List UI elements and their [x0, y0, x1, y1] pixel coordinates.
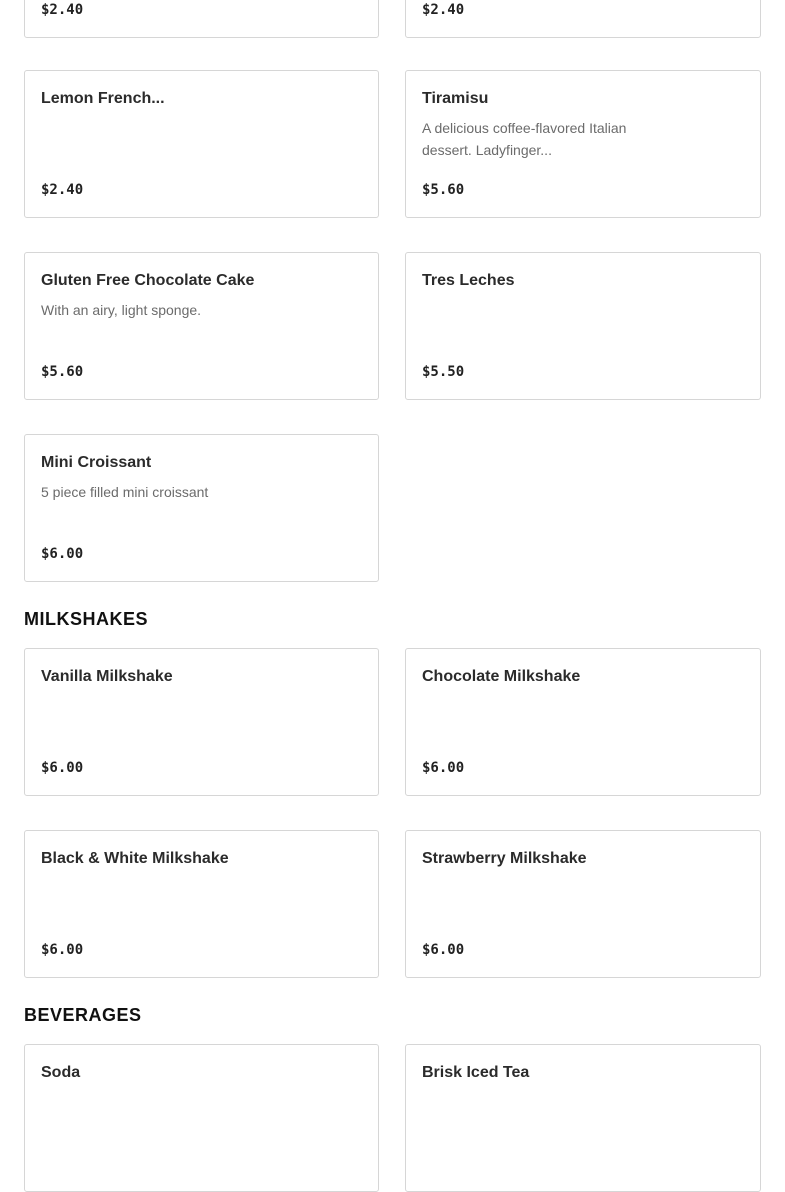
- item-name: Strawberry Milkshake: [422, 850, 587, 867]
- item-price: $6.00: [41, 760, 84, 776]
- section-title-milkshakes: MILKSHAKES: [24, 609, 149, 629]
- item-price: $6.00: [422, 942, 465, 958]
- menu-item-card[interactable]: [405, 648, 761, 796]
- menu-item-card[interactable]: [24, 830, 379, 978]
- menu-item-card[interactable]: [24, 1044, 379, 1192]
- item-description: With an airy, light sponge.: [41, 302, 202, 318]
- menu-item-card[interactable]: [24, 252, 379, 400]
- item-price: $6.00: [41, 546, 84, 562]
- item-name: Black & White Milkshake: [41, 850, 229, 867]
- item-name: Vanilla Milkshake: [41, 668, 173, 685]
- item-name: Soda: [41, 1064, 81, 1081]
- item-name: Mini Croissant: [41, 454, 152, 471]
- menu-item-card[interactable]: [405, 252, 761, 400]
- item-name: Lemon French...: [41, 90, 165, 107]
- item-description: A delicious coffee-flavored Italian dessert. Ladyfinger...: [422, 120, 627, 158]
- menu-item-card[interactable]: [405, 70, 761, 218]
- section-title-beverages: BEVERAGES: [24, 1005, 142, 1025]
- item-description: 5 piece filled mini croissant: [41, 484, 209, 500]
- menu-item-card[interactable]: [24, 70, 379, 218]
- item-price: $5.60: [41, 364, 84, 380]
- menu-item-card[interactable]: [405, 1044, 761, 1192]
- item-name: Tiramisu: [422, 90, 489, 107]
- item-price: $5.60: [422, 182, 465, 198]
- item-price: $6.00: [41, 942, 84, 958]
- item-name: Tres Leches: [422, 272, 515, 289]
- menu-item-card[interactable]: [24, 648, 379, 796]
- menu-item-card[interactable]: [24, 0, 379, 38]
- menu-item-card[interactable]: [24, 434, 379, 582]
- item-name: Brisk Iced Tea: [422, 1064, 530, 1081]
- item-price: $5.50: [422, 364, 465, 380]
- item-name: Chocolate Milkshake: [422, 668, 581, 685]
- item-price: $2.40: [41, 182, 84, 198]
- item-price: $2.40: [41, 2, 84, 18]
- menu-item-card[interactable]: [405, 830, 761, 978]
- menu-item-card[interactable]: [405, 0, 761, 38]
- item-name: Gluten Free Chocolate Cake: [41, 272, 255, 289]
- item-price: $2.40: [422, 2, 465, 18]
- item-price: $6.00: [422, 760, 465, 776]
